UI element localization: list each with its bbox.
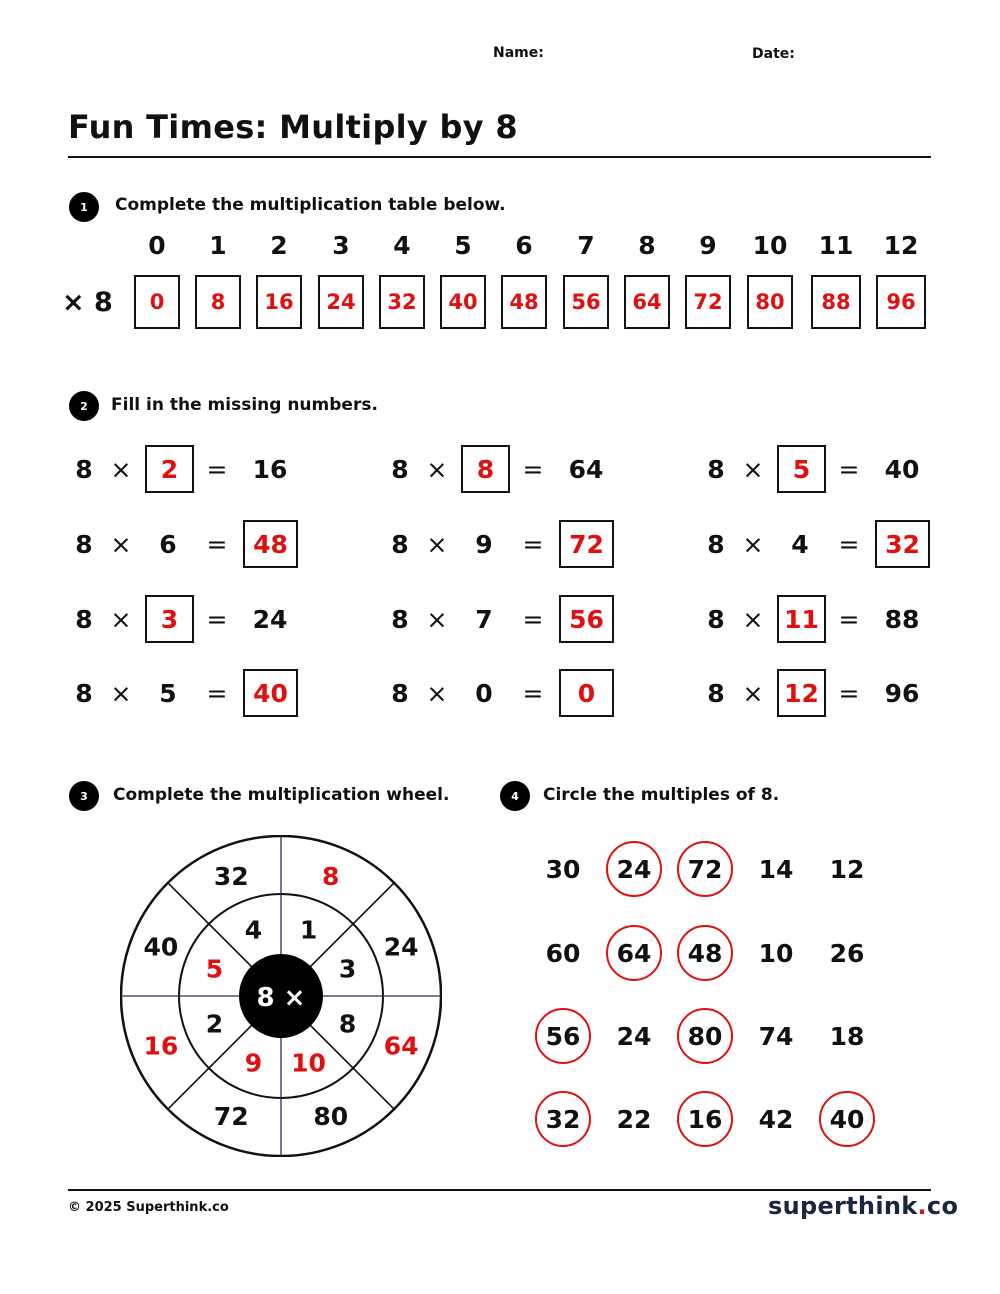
- question-number-1: 1: [69, 192, 99, 222]
- circled-number[interactable]: 56: [535, 1008, 591, 1064]
- number[interactable]: 18: [829, 1021, 865, 1051]
- equals-sign: =: [522, 605, 544, 634]
- factor-a: 8: [707, 530, 725, 559]
- circled-number[interactable]: 24: [606, 841, 662, 897]
- question-2-text: Fill in the missing numbers.: [111, 395, 378, 415]
- factor-a: 8: [391, 605, 409, 634]
- equals-sign: =: [838, 605, 860, 634]
- wheel-inner-number: 8: [338, 1009, 357, 1039]
- number[interactable]: 42: [758, 1104, 794, 1134]
- times-sign: ×: [110, 530, 132, 559]
- wheel-outer-number: 72: [213, 1102, 249, 1132]
- circled-number[interactable]: 72: [677, 841, 733, 897]
- factor-b[interactable]: 5: [777, 445, 826, 493]
- multiplier-header: 7: [577, 231, 595, 260]
- answer-box[interactable]: 56: [563, 275, 609, 329]
- equals-sign: =: [206, 455, 228, 484]
- brand-logo: [768, 1192, 958, 1220]
- wheel-inner-number: 4: [244, 915, 263, 945]
- number[interactable]: 12: [829, 854, 865, 884]
- factor-b[interactable]: 2: [145, 445, 194, 493]
- question-1-text: Complete the multiplication table below.: [115, 195, 506, 215]
- answer-box[interactable]: 40: [440, 275, 486, 329]
- wheel-outer-number: 32: [213, 861, 249, 891]
- circled-number[interactable]: 40: [819, 1091, 875, 1147]
- product: 64: [568, 455, 604, 484]
- equals-sign: =: [838, 455, 860, 484]
- question-number-2: 2: [69, 391, 99, 421]
- product[interactable]: 0: [559, 669, 614, 717]
- equation-row: [58, 530, 368, 564]
- wheel-inner-number: 5: [205, 954, 224, 984]
- equation-row: [690, 455, 1000, 489]
- number[interactable]: 74: [758, 1021, 794, 1051]
- number[interactable]: 22: [616, 1104, 652, 1134]
- multiplier-header: 6: [515, 231, 533, 260]
- circled-number[interactable]: 80: [677, 1008, 733, 1064]
- factor-a: 8: [391, 530, 409, 559]
- factor-b: 9: [475, 530, 493, 559]
- times-sign: ×: [742, 605, 764, 634]
- question-3-text: Complete the multiplication wheel.: [113, 785, 450, 805]
- factor-a: 8: [75, 530, 93, 559]
- times-sign: ×: [426, 679, 448, 708]
- footer-divider: [68, 1189, 931, 1191]
- equals-sign: =: [522, 530, 544, 559]
- wheel-outer-number: 24: [383, 932, 419, 962]
- equation-row: [58, 679, 368, 713]
- answer-box[interactable]: 64: [624, 275, 670, 329]
- answer-box[interactable]: 96: [876, 275, 926, 329]
- number[interactable]: 60: [545, 938, 581, 968]
- number[interactable]: 10: [758, 938, 794, 968]
- wheel-outer-number: 64: [383, 1031, 419, 1061]
- times-sign: ×: [742, 455, 764, 484]
- wheel-outer-number: 40: [143, 932, 179, 962]
- multiplier-header: 12: [883, 231, 919, 260]
- product[interactable]: 56: [559, 595, 614, 643]
- times-sign: ×: [426, 605, 448, 634]
- factor-a: 8: [75, 455, 93, 484]
- brand-dot: .: [917, 1192, 927, 1220]
- multiplier-header: 4: [393, 231, 411, 260]
- factor-b[interactable]: 8: [461, 445, 510, 493]
- answer-box[interactable]: 80: [747, 275, 793, 329]
- times-sign: ×: [742, 679, 764, 708]
- brand-name: superthink: [768, 1192, 918, 1220]
- factor-b: 6: [159, 530, 177, 559]
- equals-sign: =: [206, 605, 228, 634]
- equation-row: [374, 530, 684, 564]
- product: 40: [884, 455, 920, 484]
- factor-b[interactable]: 11: [777, 595, 826, 643]
- multiplier-header: 10: [752, 231, 788, 260]
- equals-sign: =: [206, 530, 228, 559]
- number[interactable]: 24: [616, 1021, 652, 1051]
- answer-box[interactable]: 32: [379, 275, 425, 329]
- wheel-inner-number: 3: [338, 954, 357, 984]
- product[interactable]: 40: [243, 669, 298, 717]
- wheel-outer-number: 8: [322, 861, 340, 891]
- equation-row: [374, 605, 684, 639]
- multiplier-header: 2: [270, 231, 288, 260]
- answer-box[interactable]: 48: [501, 275, 547, 329]
- times-sign: ×: [742, 530, 764, 559]
- equals-sign: =: [838, 679, 860, 708]
- multiplier-header: 3: [332, 231, 350, 260]
- times-sign: ×: [426, 455, 448, 484]
- multiplier-header: 0: [148, 231, 166, 260]
- equals-sign: =: [522, 455, 544, 484]
- product[interactable]: 48: [243, 520, 298, 568]
- date-label: Date:: [752, 46, 795, 62]
- question-number-4: 4: [500, 781, 530, 811]
- product: 96: [884, 679, 920, 708]
- equation-row: [690, 530, 1000, 564]
- times-sign: ×: [110, 679, 132, 708]
- answer-box[interactable]: 0: [134, 275, 180, 329]
- factor-a: 8: [707, 679, 725, 708]
- equals-sign: =: [206, 679, 228, 708]
- circled-number[interactable]: 32: [535, 1091, 591, 1147]
- equation-row: [58, 455, 368, 489]
- wheel-inner-number: 10: [291, 1048, 326, 1078]
- factor-b: 4: [791, 530, 809, 559]
- title-divider: [68, 156, 931, 158]
- wheel-inner-number: 1: [299, 915, 318, 945]
- brand-tld: co: [926, 1192, 959, 1220]
- question-number-3: 3: [69, 781, 99, 811]
- multiplier-header: 5: [454, 231, 472, 260]
- factor-a: 8: [707, 605, 725, 634]
- factor-a: 8: [391, 455, 409, 484]
- product: 16: [252, 455, 288, 484]
- wheel-inner-number: 9: [244, 1048, 263, 1078]
- times-8-row-label: × 8: [62, 287, 113, 318]
- wheel-outer-number: 16: [143, 1031, 179, 1061]
- wheel-center-label: 8 ×: [256, 983, 306, 1013]
- factor-b[interactable]: 12: [777, 669, 826, 717]
- equals-sign: =: [522, 679, 544, 708]
- equation-row: [690, 679, 1000, 713]
- circled-number[interactable]: 16: [677, 1091, 733, 1147]
- equation-row: [690, 605, 1000, 639]
- question-4-text: Circle the multiples of 8.: [543, 785, 780, 805]
- product: 88: [884, 605, 920, 634]
- copyright-text: © 2025 Superthink.co: [68, 1200, 229, 1215]
- times-sign: ×: [110, 455, 132, 484]
- equals-sign: =: [838, 530, 860, 559]
- product: 24: [252, 605, 288, 634]
- name-label: Name:: [493, 45, 544, 61]
- multiplication-wheel: [120, 835, 442, 1157]
- product[interactable]: 72: [559, 520, 614, 568]
- circled-number[interactable]: 64: [606, 925, 662, 981]
- multiplier-header: 1: [209, 231, 227, 260]
- factor-b[interactable]: 3: [145, 595, 194, 643]
- factor-a: 8: [75, 605, 93, 634]
- equation-row: [374, 455, 684, 489]
- equation-row: [58, 605, 368, 639]
- multiplier-header: 9: [699, 231, 717, 260]
- answer-box[interactable]: 72: [685, 275, 731, 329]
- number[interactable]: 14: [758, 854, 794, 884]
- multiplier-header: 8: [638, 231, 656, 260]
- factor-b: 7: [475, 605, 493, 634]
- factor-a: 8: [707, 455, 725, 484]
- multiplier-header: 11: [818, 231, 854, 260]
- wheel-outer-number: 80: [313, 1102, 349, 1132]
- answer-box[interactable]: 16: [256, 275, 302, 329]
- factor-b: 5: [159, 679, 177, 708]
- number[interactable]: 30: [545, 854, 581, 884]
- circled-number[interactable]: 48: [677, 925, 733, 981]
- answer-box[interactable]: 24: [318, 275, 364, 329]
- answer-box[interactable]: 8: [195, 275, 241, 329]
- factor-a: 8: [391, 679, 409, 708]
- answer-box[interactable]: 88: [811, 275, 861, 329]
- product[interactable]: 32: [875, 520, 930, 568]
- wheel-inner-number: 2: [205, 1009, 224, 1039]
- equation-row: [374, 679, 684, 713]
- times-sign: ×: [426, 530, 448, 559]
- factor-a: 8: [75, 679, 93, 708]
- number[interactable]: 26: [829, 938, 865, 968]
- page-title: Fun Times: Multiply by 8: [68, 108, 518, 146]
- factor-b: 0: [475, 679, 493, 708]
- times-sign: ×: [110, 605, 132, 634]
